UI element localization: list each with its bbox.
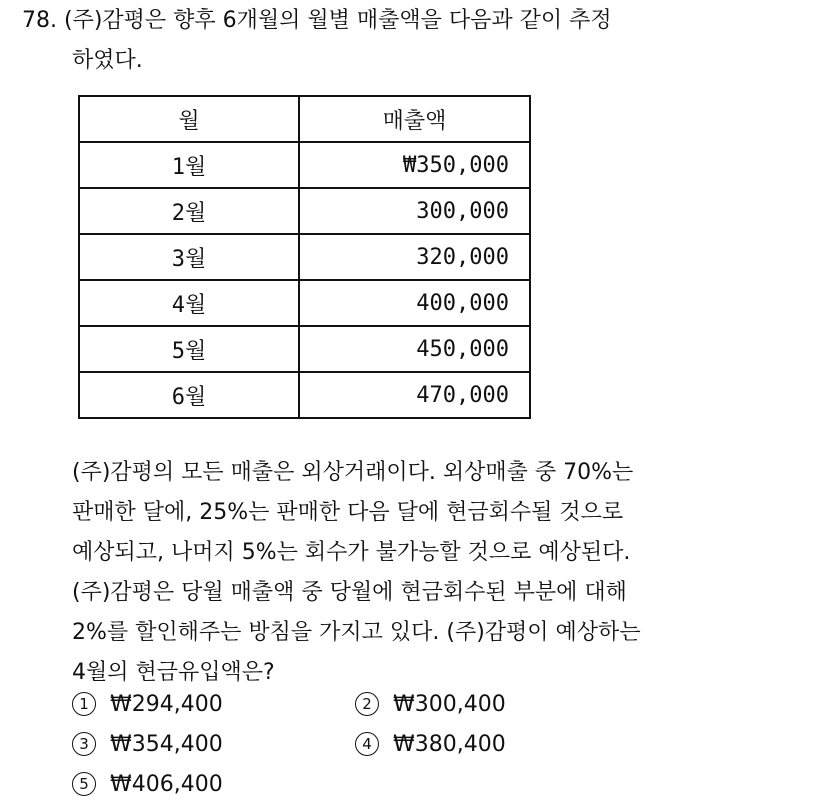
table-header-row [79, 96, 530, 142]
choice-5[interactable] [72, 772, 223, 797]
choice-text: ₩294,400 [110, 692, 223, 717]
month-cell: 2월 [79, 188, 299, 234]
body-line: (주)감평은 당월 매출액 중 당월에 현금회수된 부분에 대해 [72, 580, 627, 605]
choice-row [72, 772, 792, 812]
circled-number-icon: 3 [72, 732, 96, 756]
question-text-line2: 하였다. [72, 48, 143, 73]
choice-1[interactable] [72, 692, 223, 717]
amount-cell: 470,000 [299, 372, 530, 418]
choice-row [72, 732, 792, 772]
amount-cell: 450,000 [299, 326, 530, 372]
table-row [79, 142, 530, 188]
question-first-line [22, 6, 612, 36]
question-text-line1: (주)감평은 향후 6개월의 월별 매출액을 다음과 같이 추정 [64, 8, 612, 33]
body-line: (주)감평의 모든 매출은 외상거래이다. 외상매출 중 70%는 [72, 460, 634, 485]
month-cell: 4월 [79, 280, 299, 326]
body-line: 4월의 현금유입액은? [72, 660, 275, 685]
choice-row [72, 692, 792, 732]
amount-cell: ₩350,000 [299, 142, 530, 188]
answer-choices [72, 692, 792, 812]
body-line: 예상되고, 나머지 5%는 회수가 불가능할 것으로 예상된다. [72, 540, 631, 565]
month-cell: 6월 [79, 372, 299, 418]
choice-4[interactable] [355, 732, 506, 757]
body-line: 2%를 할인해주는 방침을 가지고 있다. (주)감평이 예상하는 [72, 620, 641, 645]
amount-cell: 300,000 [299, 188, 530, 234]
question-body [72, 453, 641, 693]
month-cell: 5월 [79, 326, 299, 372]
month-cell: 1월 [79, 142, 299, 188]
circled-number-icon: 5 [72, 772, 96, 796]
circled-number-icon: 1 [72, 692, 96, 716]
choice-2[interactable] [355, 692, 506, 717]
amount-cell: 320,000 [299, 234, 530, 280]
body-line: 판매한 달에, 25%는 판매한 다음 달에 현금회수될 것으로 [72, 500, 624, 525]
choice-text: ₩380,400 [393, 732, 506, 757]
table-row [79, 188, 530, 234]
header-amount: 매출액 [299, 96, 530, 142]
question-number: 78. [22, 8, 57, 33]
sales-table [78, 95, 531, 419]
table-row [79, 326, 530, 372]
circled-number-icon: 4 [355, 732, 379, 756]
choice-text: ₩354,400 [110, 732, 223, 757]
header-month: 월 [79, 96, 299, 142]
table-row [79, 372, 530, 418]
month-cell: 3월 [79, 234, 299, 280]
table-row [79, 234, 530, 280]
circled-number-icon: 2 [355, 692, 379, 716]
amount-cell: 400,000 [299, 280, 530, 326]
choice-text: ₩300,400 [393, 692, 506, 717]
table-row [79, 280, 530, 326]
choice-text: ₩406,400 [110, 772, 223, 797]
choice-3[interactable] [72, 732, 223, 757]
